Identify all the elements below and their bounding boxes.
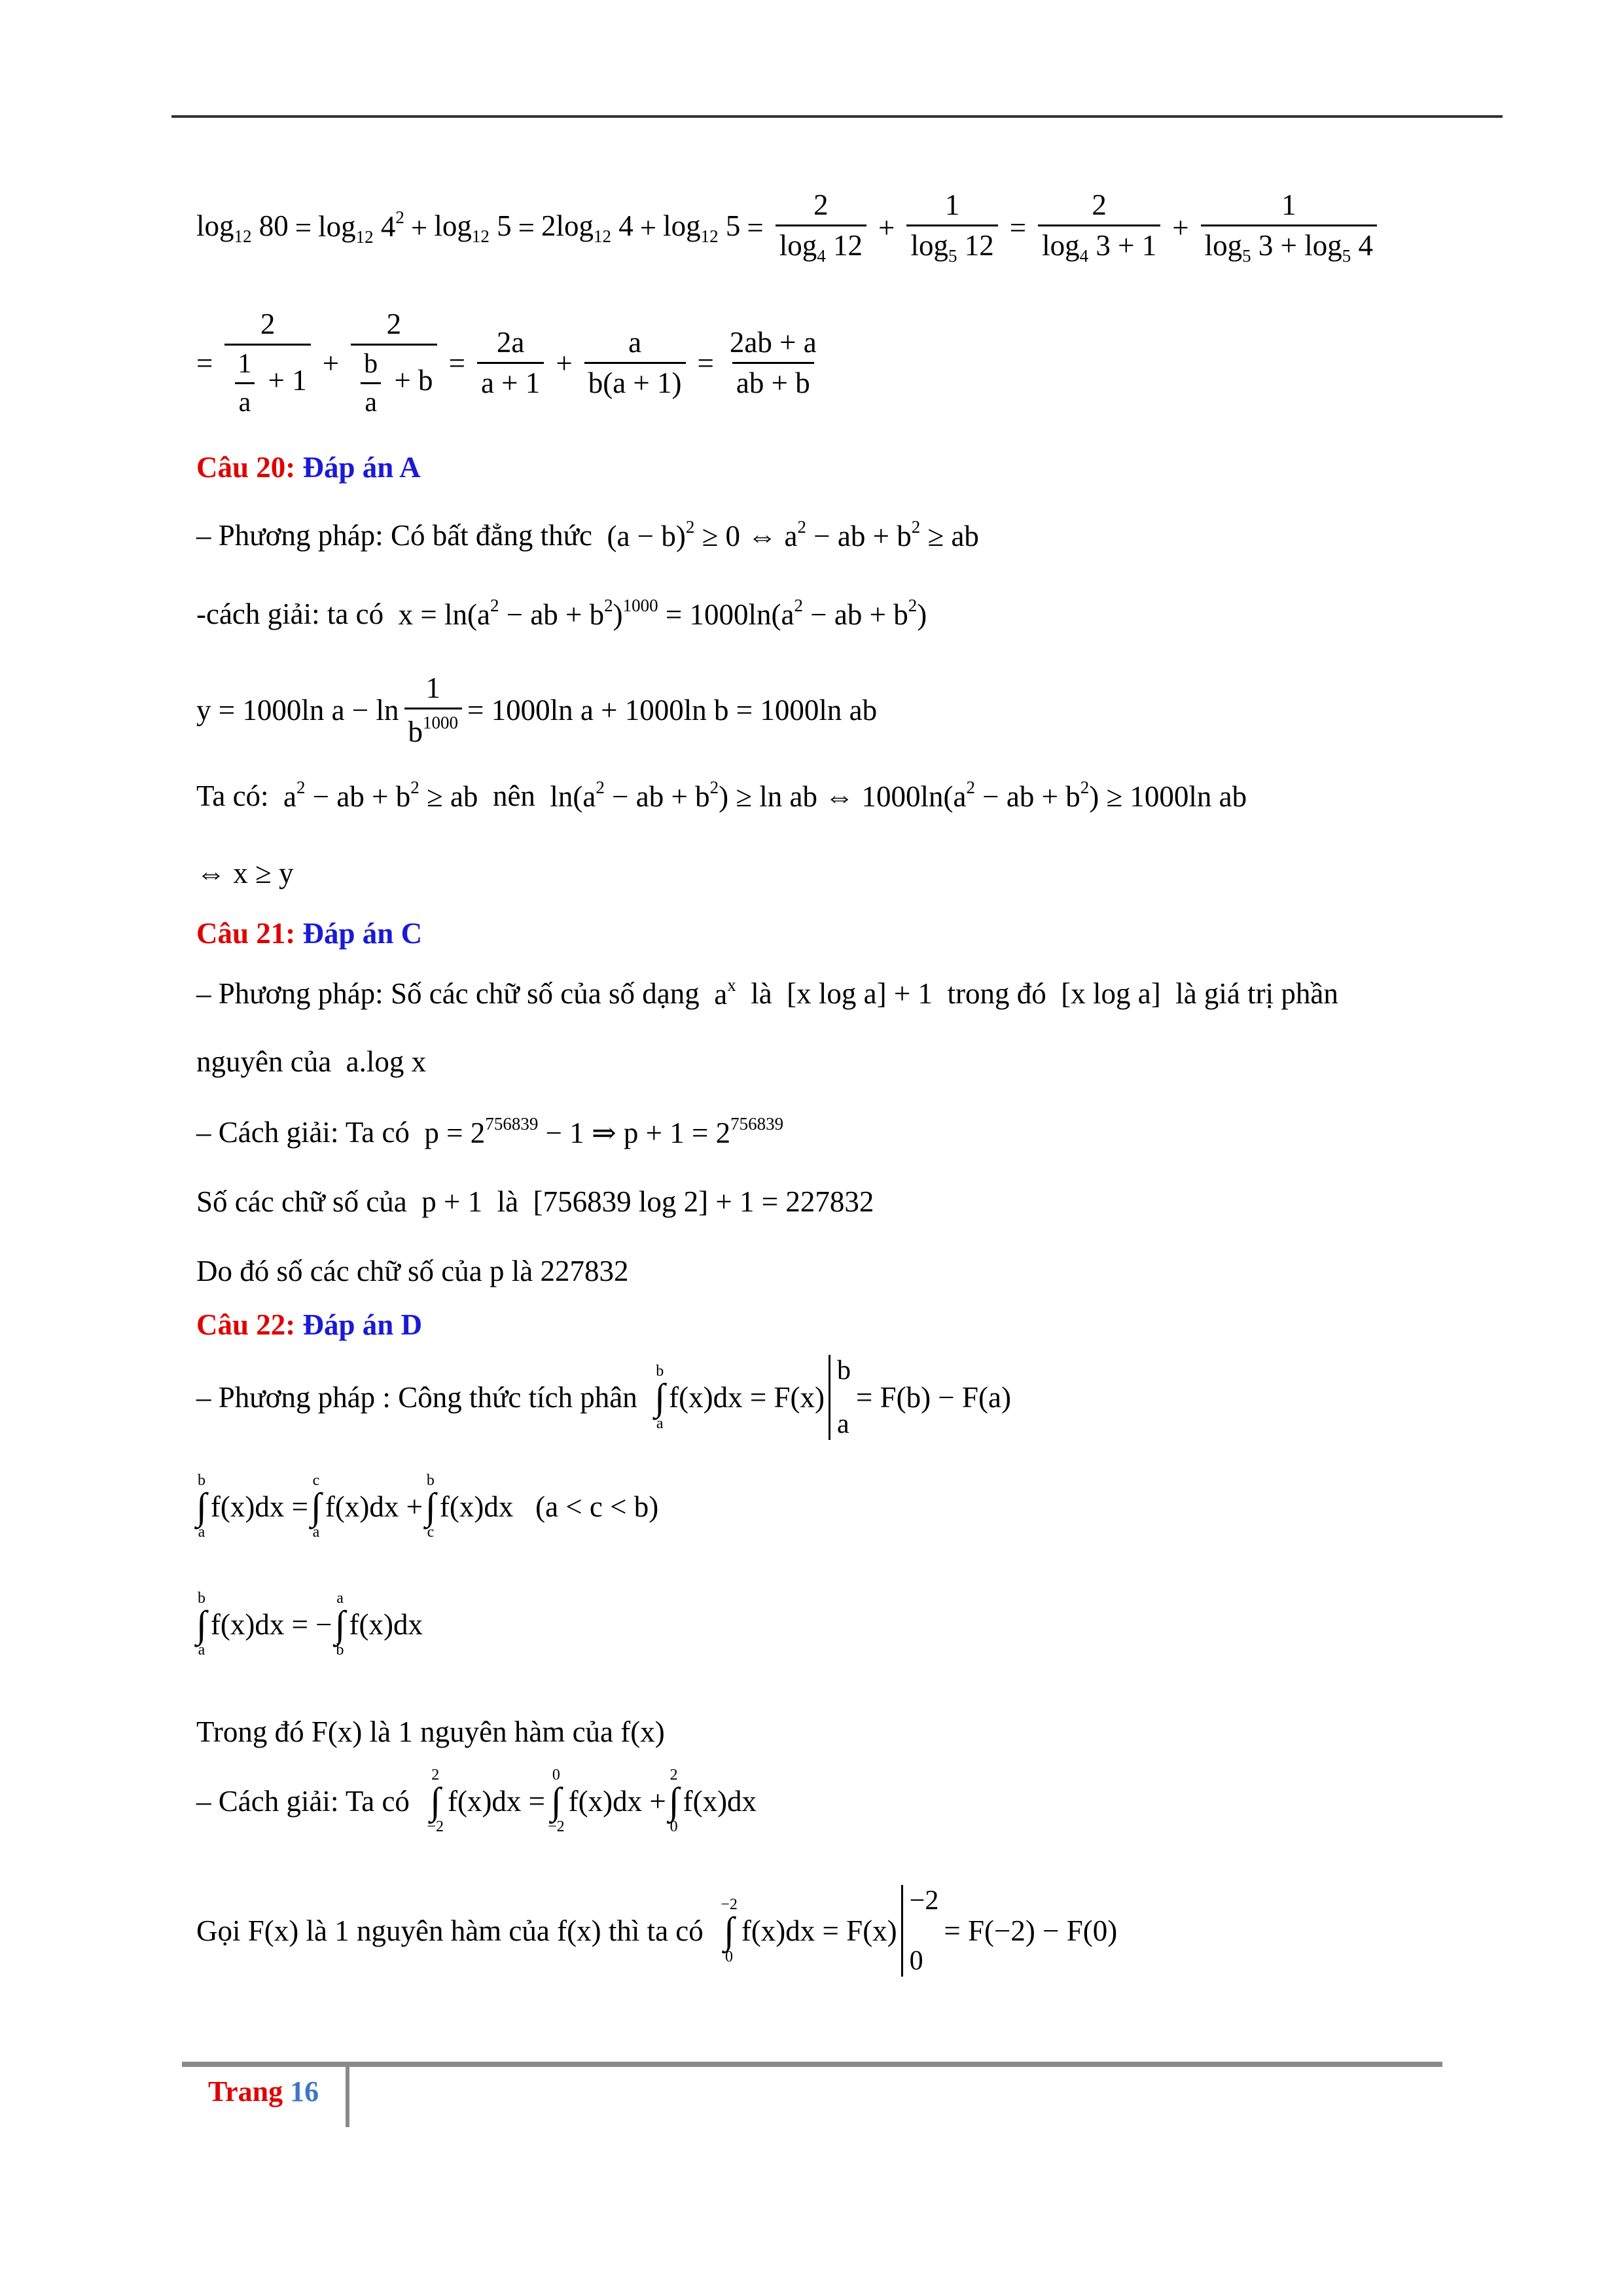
equation-simplify: = 2 $\frac{1}{a}$ + 1 + 2 $\frac{b}{a}$ + b = $\frac{2a}{a + 1}$ + $\frac{a}{b(a + 1)}$ = $\frac{2ab + a}{ab + b}$	[196, 308, 817, 418]
q20-solve-x: -cách giải: ta có $x = \ln(a^2$ − ab + $b^2)^{1000} = 1000\ln(a^2$ − ab + $b^2$)	[196, 596, 927, 631]
q22-method: – Phương pháp : Công thức tích phân b ∫ a f(x)dx = F(x) b a = F(b) − F(a)	[196, 1355, 1011, 1439]
solve-text: – Cách giải: Ta có	[196, 1784, 410, 1818]
method-line2-text: nguyên của	[196, 1045, 332, 1078]
equation-log12-80: $\log_{12} 80$ = $\log_{12} 4^2$ + $\log_{12} 5$ = $2\log_{12}$ 4 + $\log_{12} 5$ = $\frac{2}{\log_4 12}$ + $\frac{1}{\log_5 12}$ = $\frac{2}{\log_4 3 + 1}$ + $\frac{1}{\log_5 3 + \log_5 4}$	[196, 190, 1382, 266]
answer-label: Đáp án A	[302, 451, 421, 484]
q22-additivity: b ∫ a f(x)dx = c ∫ a f(x)dx + b ∫ c f(x)dx (a < c < b)	[196, 1472, 659, 1541]
q21-conclusion	[196, 1254, 628, 1288]
footer-rule	[182, 2062, 1442, 2067]
q21-solve: – Cách giải: Ta có $p = 2^{756839} - 1$ ⇒ $p + 1 = 2^{756839}$	[196, 1114, 784, 1149]
range-note: (a < c < b)	[535, 1490, 659, 1523]
method-post-text: là giá trị phần	[1175, 977, 1338, 1010]
method-mid-text: trong đó	[947, 977, 1046, 1010]
question-number: Câu 20:	[196, 451, 296, 484]
q21-method-cont: nguyên của a.log x	[196, 1045, 427, 1078]
question-number: Câu 22:	[196, 1308, 296, 1341]
page-number: 16	[290, 2075, 319, 2108]
q22-swap: b ∫ a f(x)dx = − a ∫ b f(x)dx	[196, 1590, 423, 1659]
taco-text: Ta có:	[196, 779, 269, 812]
page-footer	[208, 2075, 319, 2108]
la-text: là	[751, 977, 772, 1010]
la-text: là	[497, 1185, 519, 1218]
question-21-heading	[196, 916, 422, 950]
solve-text: – Cách giải: Ta có	[196, 1115, 410, 1149]
method-text: – Phương pháp: Có bất đẳng thức	[196, 518, 593, 552]
q20-solve-y: y = 1000ln a − ln $\frac{1}{b^{1000}}$ = 1000ln a + 1000ln b = 1000ln ab	[196, 672, 878, 749]
answer-label: Đáp án C	[302, 917, 423, 950]
q22-where	[196, 1715, 665, 1749]
method-text: – Phương pháp: Số các chữ số của số dạng	[196, 977, 700, 1010]
q20-compare: Ta có: $a^2$ − ab + $b^2$ ≥ ab nên $\ln(a^2$ − ab + $b^2) \ge \ln$ ab ⇔ $1000\ln(a^2$ − ab + $b^2) \ge 1000\ln$ ab	[196, 778, 1247, 813]
digits-text: Số các chữ số của	[196, 1185, 407, 1218]
nen-text: nên	[492, 779, 535, 812]
q20-method: – Phương pháp: Có bất đẳng thức $(a - b)^2 \ge 0$ ⇔ $a^2$ − ab + $b^2$ ≥ ab	[196, 517, 979, 552]
method-text: – Phương pháp : Công thức tích phân	[196, 1381, 637, 1414]
question-22-heading	[196, 1308, 422, 1342]
conclusion-text: Do đó số các chữ số của p là 227832	[196, 1255, 629, 1287]
q22-solve: – Cách giải: Ta có 2 ∫ −2 f(x)dx = 0 ∫ −2 f(x)dx + 2 ∫ 0 f(x)dx	[196, 1767, 757, 1836]
question-number: Câu 21:	[196, 917, 296, 950]
question-20-heading	[196, 450, 421, 484]
q20-result: ⇔ x ≥ y	[196, 857, 294, 889]
where-text: Trong đó F(x) là 1 nguyên hàm của f(x)	[196, 1715, 665, 1748]
footer-divider	[346, 2067, 349, 2127]
page-word: Trang	[208, 2075, 283, 2108]
q21-digits: Số các chữ số của p + 1 là [756839 log 2] + 1 = 227832	[196, 1185, 874, 1218]
answer-label: Đáp án D	[302, 1308, 423, 1341]
q22-goi: Gọi F(x) là 1 nguyên hàm của f(x) thì ta có −2 ∫ 0 f(x)dx = F(x) −2 0 = F(−2) − F(0)	[196, 1886, 1118, 1976]
q21-method: – Phương pháp: Số các chữ số của số dạng $a^x$ là [x log a] + 1 trong đó [x log a] là giá trị phần	[196, 975, 1338, 1011]
goi-text: Gọi F(x) là 1 nguyên hàm của f(x) thì ta có	[196, 1914, 704, 1947]
header-rule	[171, 115, 1503, 118]
solve-text: -cách giải: ta có	[196, 597, 384, 630]
